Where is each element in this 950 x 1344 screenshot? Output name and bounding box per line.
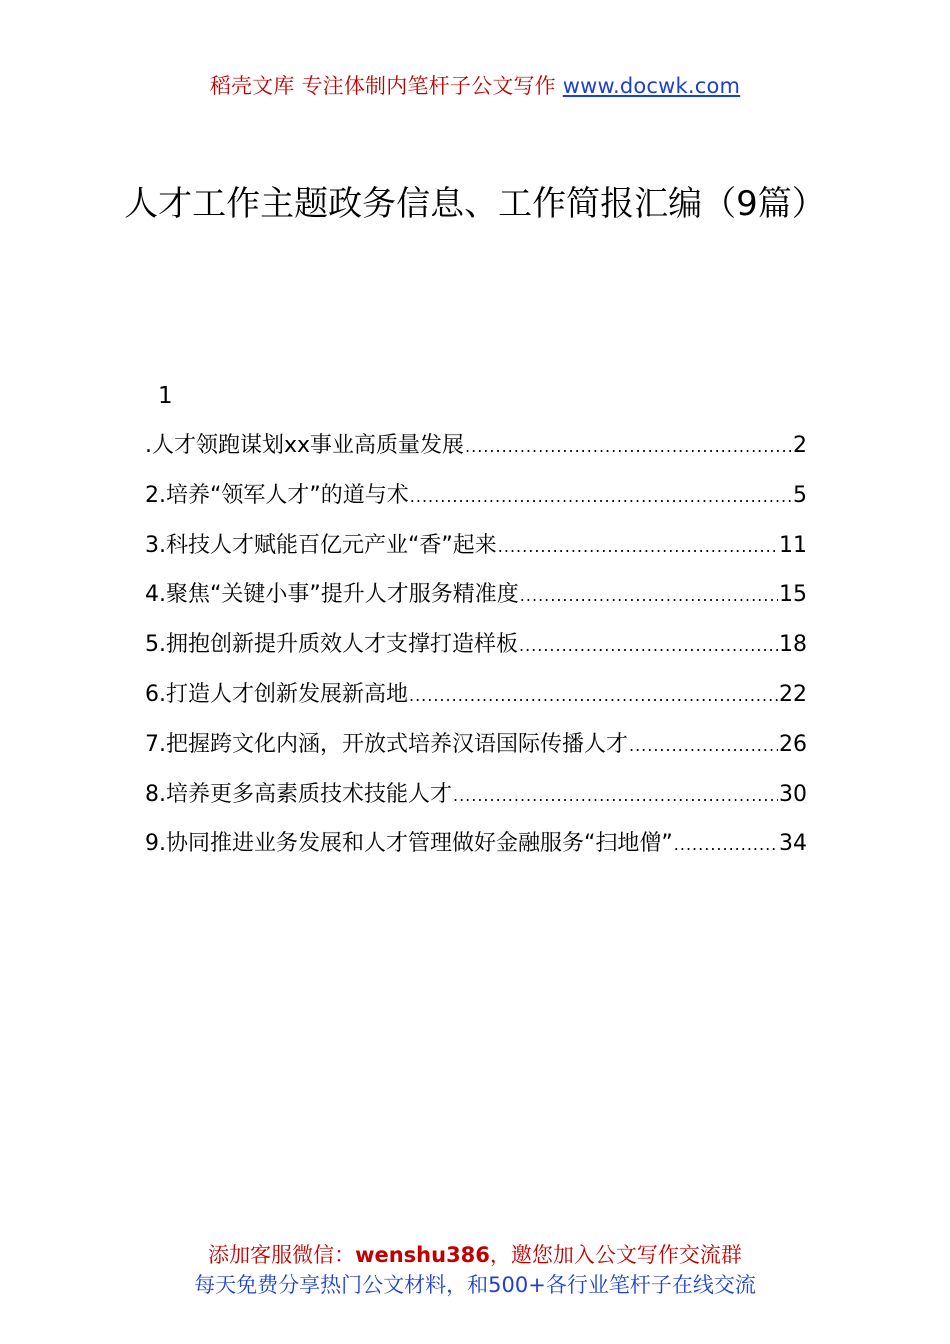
toc-entry-label: 3.科技人才赋能百亿元产业“香”起来: [145, 532, 497, 558]
toc-entry-label: .人才领跑谋划xx事业高质量发展: [145, 433, 465, 458]
toc-entry-label: 5.拥抱创新提升质效人才支撑打造样板: [145, 632, 518, 658]
toc-leader-dots: [410, 487, 792, 506]
page-footer: [0, 1240, 950, 1300]
footer-wechat-suffix: ，邀您加入公文写作交流群: [489, 1243, 742, 1267]
toc-entry-label: 2.培养“领军人才”的道与术: [145, 482, 409, 508]
page-header: [0, 70, 950, 100]
toc-entry[interactable]: [145, 428, 807, 478]
footer-wechat-prefix: 添加客服微信：: [208, 1243, 356, 1267]
toc-entry[interactable]: [145, 627, 807, 677]
toc-entry[interactable]: [145, 777, 807, 827]
toc-leader-dots: [498, 537, 778, 556]
header-url-link[interactable]: www.docwk.com: [562, 74, 741, 98]
toc-entry-page: 5: [793, 482, 807, 508]
document-title: 人才工作主题政务信息、工作简报汇编（9篇）: [124, 184, 826, 224]
footer-share-line: 每天免费分享热门公文材料，和500+各行业笔杆子在线交流: [194, 1273, 756, 1297]
footer-wechat-id: wenshu386: [355, 1243, 490, 1267]
toc-entry-label: 8.培养更多高素质技术技能人才: [145, 781, 452, 807]
toc-entry[interactable]: [145, 577, 807, 627]
toc-entry-page: 22: [779, 681, 807, 707]
toc-leader-dots: [519, 636, 778, 655]
toc-entry-page: 30: [779, 781, 807, 807]
toc-entry-label: 7.把握跨文化内涵，开放式培养汉语国际传播人才: [145, 731, 628, 757]
toc-entry-page: 15: [779, 582, 807, 608]
toc-entry-label: 4.聚焦“关键小事”提升人才服务精准度: [145, 582, 519, 608]
toc-leader-dots: [520, 586, 778, 605]
toc-entry-label: 9.协同推进业务发展和人才管理做好金融服务“扫地僧”: [145, 831, 673, 857]
header-brand: 稻壳文库 专注体制内笔杆子公文写作: [209, 74, 556, 98]
toc-entry[interactable]: [145, 826, 807, 876]
toc-leader-dots: [465, 437, 792, 456]
toc-leader-dots: [629, 736, 778, 755]
toc-entry[interactable]: [145, 478, 807, 528]
toc-leader-dots: [674, 835, 778, 854]
toc-entry[interactable]: [145, 677, 807, 727]
toc-entry[interactable]: [145, 727, 807, 777]
toc-leader-dots: [409, 686, 778, 705]
toc-entry-page: 26: [779, 731, 807, 757]
toc-entry-page: 18: [779, 632, 807, 658]
toc-entry-page: 11: [779, 532, 807, 558]
table-of-contents: [145, 428, 807, 876]
toc-entry-page: 2: [793, 433, 807, 458]
toc-number: 1: [158, 383, 173, 409]
footer-wechat-line: [0, 1240, 950, 1270]
toc-entry[interactable]: [145, 528, 807, 578]
toc-entry-page: 34: [779, 831, 807, 857]
toc-leader-dots: [453, 786, 778, 805]
toc-entry-label: 6.打造人才创新发展新高地: [145, 681, 408, 707]
